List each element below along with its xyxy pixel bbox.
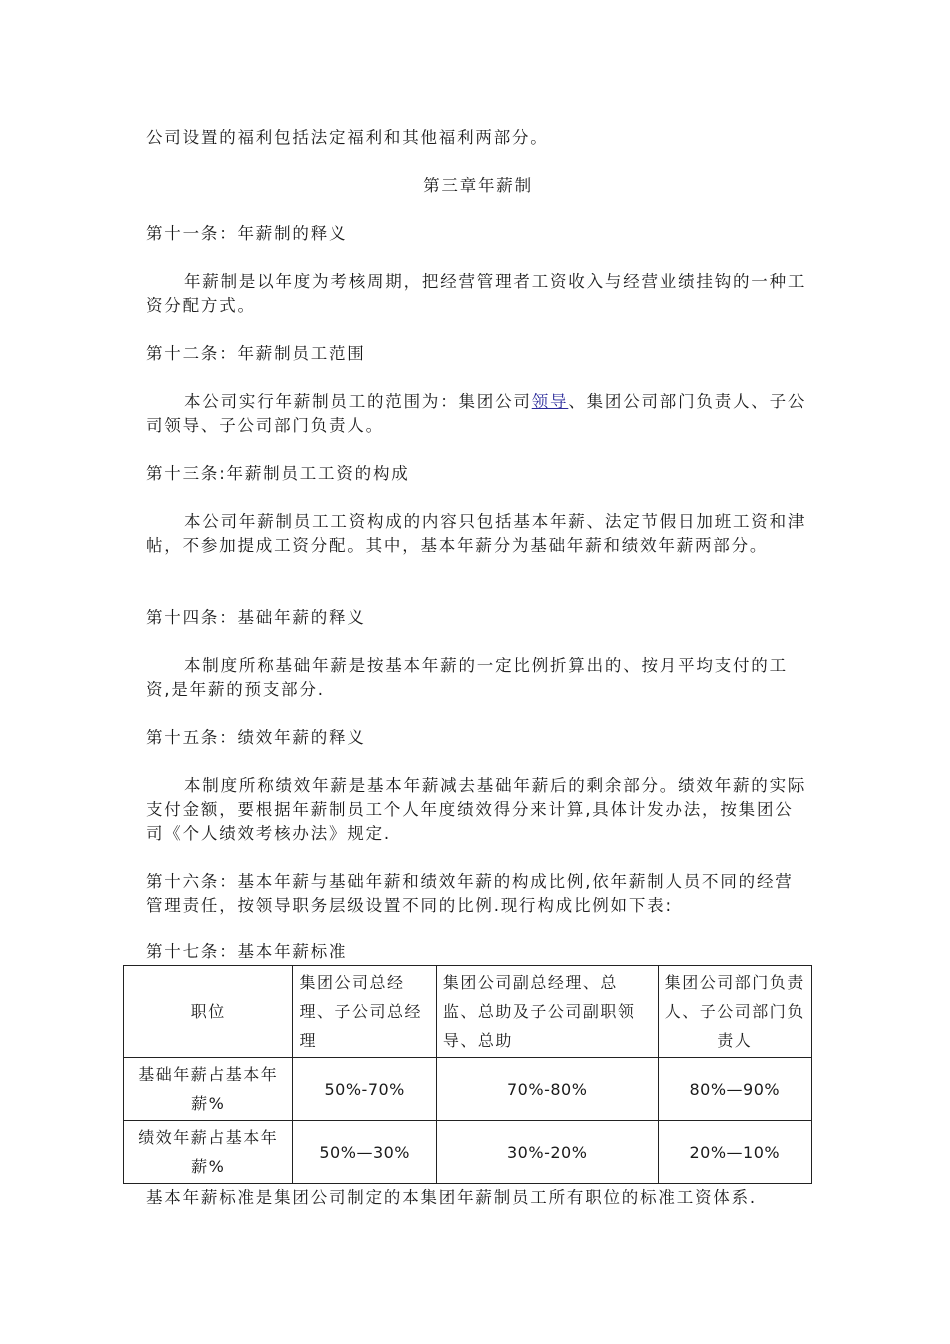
article-17-title: 第十七条：基本年薪标准: [146, 942, 348, 961]
table-cell: 30%-20%: [436, 1121, 658, 1184]
article-13-body: 本公司年薪制员工工资构成的内容只包括基本年薪、法定节假日加班工资和津帖，不参加提成工资分配。其中，基本年薪分为基础年薪和绩效年薪两部分。: [146, 512, 807, 555]
paragraph-intro: 公司设置的福利包括法定福利和其他福利两部分。: [146, 128, 549, 147]
table-row: [124, 1058, 812, 1121]
article-12-body-b: 、集团公司部门负责人、子公司领导、子公司部门负责人。: [146, 392, 807, 435]
table-header-row: [124, 966, 812, 1058]
article-13-title: 第十三条:年薪制员工工资的构成: [146, 464, 410, 483]
article-12-body-a: 本公司实行年薪制员工的范围为：集团公司: [184, 392, 532, 411]
table-cell: 20%—10%: [658, 1121, 811, 1184]
article-14-title: 第十四条：基础年薪的释义: [146, 608, 366, 627]
article-11-body: 年薪制是以年度为考核周期，把经营管理者工资收入与经营业绩挂钩的一种工资分配方式。: [146, 272, 807, 315]
chapter-title: 第三章年薪制: [423, 176, 533, 195]
article-12-title: 第十二条：年薪制员工范围: [146, 344, 366, 363]
table-row: [124, 1121, 812, 1184]
leader-link[interactable]: 领导: [531, 392, 569, 411]
table-header-cell: 职位: [124, 966, 293, 1058]
article-11-title: 第十一条：年薪制的释义: [146, 224, 348, 243]
article-16-body: 第十六条：基本年薪与基础年薪和绩效年薪的构成比例,依年薪制人员不同的经营管理责任，按领导职务层级设置不同的比例.现行构成比例如下表:: [146, 872, 794, 915]
salary-ratio-table: [123, 965, 812, 1184]
table-header-cell: 集团公司总经理、子公司总经理: [293, 966, 436, 1058]
table-cell: 70%-80%: [436, 1058, 658, 1121]
article-14-body: 本制度所称基础年薪是按基本年薪的一定比例折算出的、按月平均支付的工资,是年薪的预支部分.: [146, 656, 788, 699]
table-header-cell: 集团公司部门负责人、子公司部门负责人: [658, 966, 811, 1058]
table-cell: 50%-70%: [293, 1058, 436, 1121]
table-header-cell: 集团公司副总经理、总监、总助及子公司副职领导、总助: [436, 966, 658, 1058]
table-row-label: 基础年薪占基本年薪%: [124, 1058, 293, 1121]
article-15-title: 第十五条：绩效年薪的释义: [146, 728, 366, 747]
article-15-body: 本制度所称绩效年薪是基本年薪减去基础年薪后的剩余部分。绩效年薪的实际支付金额，要根据年薪制员工个人年度绩效得分来计算,具体计发办法，按集团公司《个人绩效考核办法》规定.: [146, 776, 807, 843]
table-cell: 50%—30%: [293, 1121, 436, 1184]
table-cell: 80%—90%: [658, 1058, 811, 1121]
table-row-label: 绩效年薪占基本年薪%: [124, 1121, 293, 1184]
article-12-body: [146, 390, 810, 438]
closing-paragraph: 基本年薪标准是集团公司制定的本集团年薪制员工所有职位的标准工资体系.: [146, 1188, 757, 1207]
